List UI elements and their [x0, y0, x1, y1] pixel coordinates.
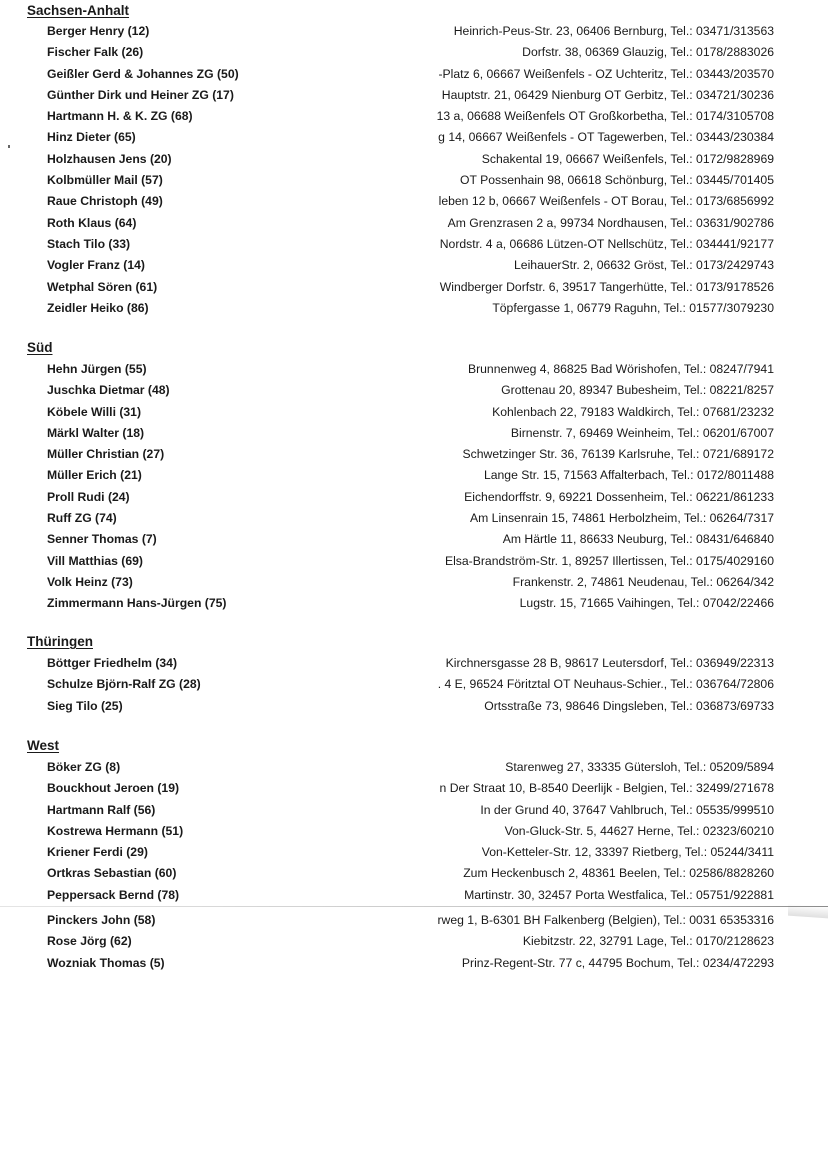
entry-address: Grottenau 20, 89347 Bubesheim, Tel.: 08221/8257 [501, 383, 774, 398]
entry-address: Lange Str. 15, 71563 Affalterbach, Tel.: 0172/8011488 [483, 468, 774, 483]
entry-name: Volk Heinz (73) [47, 574, 133, 589]
entry-name: Geißler Gerd & Johannes ZG (50) [47, 66, 239, 81]
entry-address: g 14, 06667 Weißenfels - OT Tagewerben, Tel.: 03443/230384 [438, 130, 774, 145]
entry-address: OT Possenhain 98, 06618 Schönburg, Tel.: 03445/701405 [460, 173, 774, 188]
entry-address: -Platz 6, 06667 Weißenfels - OZ Uchteritz, Tel.: 03443/203570 [438, 66, 774, 81]
entry-address: Kohlenbach 22, 79183 Waldkirch, Tel.: 07681/23232 [492, 404, 774, 419]
list-item [0, 128, 828, 149]
entry-address: n Der Straat 10, B-8540 Deerlijk - Belgien, Tel.: 32499/271678 [439, 781, 774, 796]
list-item [0, 107, 828, 128]
entry-address: Windberger Dorfstr. 6, 39517 Tangerhütte, Tel.: 0173/9178526 [439, 279, 774, 294]
entry-address: Nordstr. 4 a, 06686 Lützen-OT Nellschütz, Tel.: 034441/92177 [439, 236, 774, 251]
entry-name: Berger Henry (12) [47, 24, 150, 38]
list-item [0, 403, 828, 424]
list-item [0, 932, 828, 953]
entry-address: Hauptstr. 21, 06429 Nienburg OT Gerbitz, Tel.: 034721/30236 [441, 87, 774, 102]
section-heading: Sachsen-Anhalt [27, 3, 130, 18]
list-item [0, 445, 828, 466]
entry-address: Starenweg 27, 33335 Gütersloh, Tel.: 05209/5894 [505, 760, 774, 774]
entry-name: Zimmermann Hans-Jürgen (75) [47, 596, 227, 611]
entry-name: Rose Jörg (62) [47, 934, 132, 949]
list-item [0, 171, 828, 192]
entry-name: Wozniak Thomas (5) [47, 955, 165, 970]
list-item [0, 381, 828, 402]
entry-list [0, 22, 828, 320]
entry-name: Vogler Franz (14) [47, 258, 145, 273]
entry-name: Ortkras Sebastian (60) [47, 866, 177, 881]
entry-address: Am Linsenrain 15, 74861 Herbolzheim, Tel.: 06264/7317 [470, 511, 774, 526]
entry-address: Zum Heckenbusch 2, 48361 Beelen, Tel.: 02586/8828260 [463, 866, 774, 881]
entry-address: In der Grund 40, 37647 Vahlbruch, Tel.: 05535/999510 [480, 802, 774, 817]
list-item [0, 594, 828, 615]
entry-name: Sieg Tilo (25) [47, 698, 123, 713]
list-item [0, 22, 828, 43]
entry-list [0, 654, 828, 718]
list-item [0, 911, 828, 932]
entry-address: Schakental 19, 06667 Weißenfels, Tel.: 0172/9828969 [481, 151, 774, 166]
entry-address: Lugstr. 15, 71665 Vaihingen, Tel.: 07042/22466 [519, 596, 774, 611]
scan-fold-line [0, 906, 828, 907]
list-item [0, 43, 828, 64]
entry-address: LeihauerStr. 2, 06632 Gröst, Tel.: 0173/2429743 [514, 258, 774, 273]
entry-address: 13 a, 06688 Weißenfels OT Großkorbetha, Tel.: 0174/3105708 [436, 109, 774, 124]
entry-name: Proll Rudi (24) [47, 489, 130, 504]
section-heading: Thüringen [27, 634, 93, 649]
entry-name: Wetphal Sören (61) [47, 279, 158, 294]
list-item [0, 360, 828, 381]
entry-address: Dorfstr. 38, 06369 Glauzig, Tel.: 0178/2883026 [522, 45, 774, 60]
list-item [0, 488, 828, 509]
entry-address: Frankenstr. 2, 74861 Neudenau, Tel.: 06264/342 [512, 574, 774, 589]
entry-name: Kostrewa Hermann (51) [47, 823, 184, 838]
entry-name: Märkl Walter (18) [47, 425, 145, 440]
entry-address: Kirchnersgasse 28 B, 98617 Leutersdorf, Tel.: 036949/22313 [445, 656, 774, 670]
entry-name: Senner Thomas (7) [47, 532, 157, 547]
list-item [0, 150, 828, 171]
entry-name: Juschka Dietmar (48) [47, 383, 170, 398]
list-item [0, 843, 828, 864]
entry-address: Am Härtle 11, 86633 Neuburg, Tel.: 08431/646840 [502, 532, 774, 547]
entry-address: Brunnenweg 4, 86825 Bad Wörishofen, Tel.: 08247/7941 [467, 362, 774, 376]
entry-name: Böker ZG (8) [47, 760, 121, 774]
list-item [0, 299, 828, 320]
list-item [0, 886, 828, 907]
entry-address: Schwetzinger Str. 36, 76139 Karlsruhe, Tel.: 0721/689172 [462, 447, 774, 462]
entry-address: Elsa-Brandström-Str. 1, 89257 Illertissen, Tel.: 0175/4029160 [444, 553, 774, 568]
entry-address: Prinz-Regent-Str. 77 c, 44795 Bochum, Tel.: 0234/472293 [461, 955, 774, 970]
entry-name: Hehn Jürgen (55) [47, 362, 147, 376]
list-item [0, 864, 828, 885]
entry-list [0, 360, 828, 616]
entry-address: Birnenstr. 7, 69469 Weinheim, Tel.: 06201/67007 [510, 425, 774, 440]
entry-name: Kolbmüller Mail (57) [47, 173, 163, 188]
entry-name: Stach Tilo (33) [47, 236, 131, 251]
section-heading: West [27, 738, 60, 753]
entry-name: Kriener Ferdi (29) [47, 845, 148, 860]
list-item [0, 214, 828, 235]
entry-address: rweg 1, B-6301 BH Falkenberg (Belgien), Tel.: 0031 65353316 [437, 913, 774, 928]
entry-list [0, 758, 828, 975]
section-heading: Süd [27, 340, 53, 355]
entry-name: Hinz Dieter (65) [47, 130, 136, 145]
list-item [0, 86, 828, 107]
entry-name: Pinckers John (58) [47, 913, 156, 928]
entry-name: Schulze Björn-Ralf ZG (28) [47, 677, 201, 692]
entry-name: Müller Christian (27) [47, 447, 165, 462]
list-item [0, 954, 828, 975]
entry-name: Fischer Falk (26) [47, 45, 144, 60]
list-item [0, 801, 828, 822]
entry-address: Kiebitzstr. 22, 32791 Lage, Tel.: 0170/2128623 [522, 934, 774, 949]
list-item [0, 758, 828, 779]
entry-address: Von-Ketteler-Str. 12, 33397 Rietberg, Tel.: 05244/3411 [481, 845, 774, 860]
entry-name: Günther Dirk und Heiner ZG (17) [47, 87, 234, 102]
entry-name: Vill Matthias (69) [47, 553, 143, 568]
list-item [0, 552, 828, 573]
entry-address: Martinstr. 30, 32457 Porta Westfalica, Tel.: 05751/922881 [464, 887, 774, 902]
entry-name: Böttger Friedhelm (34) [47, 656, 178, 670]
list-item [0, 466, 828, 487]
list-item [0, 675, 828, 696]
entry-address: Eichendorffstr. 9, 69221 Dossenheim, Tel.: 06221/861233 [464, 489, 774, 504]
entry-address: Ortsstraße 73, 98646 Dingsleben, Tel.: 036873/69733 [484, 698, 774, 713]
list-item [0, 654, 828, 675]
entry-name: Raue Christoph (49) [47, 194, 163, 209]
list-item [0, 573, 828, 594]
list-item [0, 779, 828, 800]
entry-name: Zeidler Heiko (86) [47, 300, 149, 315]
list-item [0, 235, 828, 256]
list-item [0, 256, 828, 277]
list-item [0, 424, 828, 445]
list-item [0, 278, 828, 299]
entry-name: Roth Klaus (64) [47, 215, 137, 230]
list-item [0, 192, 828, 213]
entry-name: Bouckhout Jeroen (19) [47, 781, 180, 796]
entry-address: Am Grenzrasen 2 a, 99734 Nordhausen, Tel.: 03631/902786 [447, 215, 774, 230]
list-item [0, 509, 828, 530]
entry-name: Müller Erich (21) [47, 468, 142, 483]
entry-address: Von-Gluck-Str. 5, 44627 Herne, Tel.: 02323/60210 [504, 823, 774, 838]
entry-name: Hartmann Ralf (56) [47, 802, 156, 817]
list-item [0, 697, 828, 718]
entry-address: Töpfergasse 1, 06779 Raguhn, Tel.: 01577/3079230 [492, 300, 774, 315]
list-item [0, 530, 828, 551]
entry-address: Heinrich-Peus-Str. 23, 06406 Bernburg, Tel.: 03471/313563 [453, 24, 774, 38]
entry-name: Köbele Willi (31) [47, 404, 142, 419]
entry-name: Peppersack Bernd (78) [47, 887, 180, 902]
entry-name: Hartmann H. & K. ZG (68) [47, 109, 193, 124]
list-item [0, 822, 828, 843]
entry-name: Ruff ZG (74) [47, 511, 117, 526]
entry-address: . 4 E, 96524 Föritztal OT Neuhaus-Schier., Tel.: 036764/72806 [437, 677, 774, 692]
list-item [0, 65, 828, 86]
entry-name: Holzhausen Jens (20) [47, 151, 172, 166]
entry-address: leben 12 b, 06667 Weißenfels - OT Borau, Tel.: 0173/6856992 [438, 194, 774, 209]
